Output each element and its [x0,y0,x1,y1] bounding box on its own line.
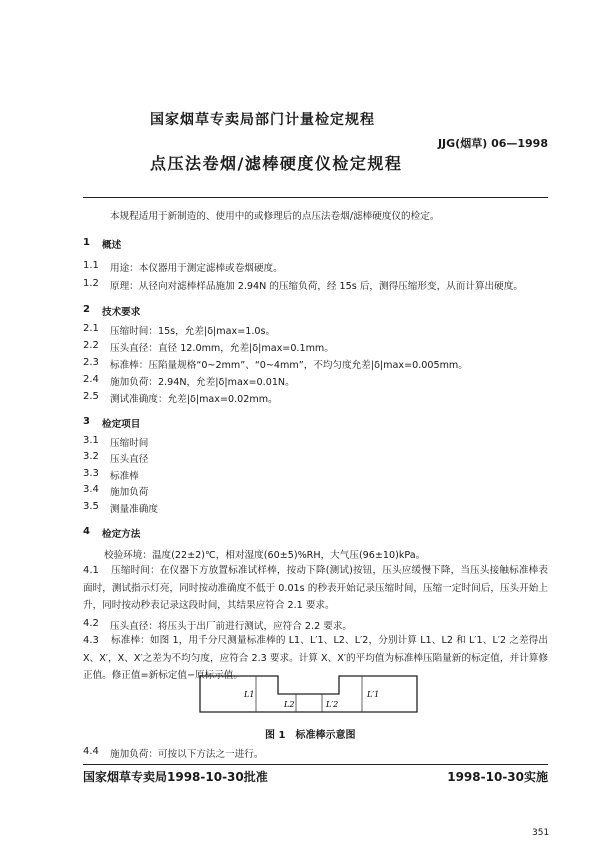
item-text: 压头直径：直径 12.0mm，允差|δ|max=0.1mm。 [110,343,334,354]
item-text: 标准棒：如图 1，用千分尺测量标准棒的 L1、L′1、L2、L′2，分别计算 L1、L2 和 L′1、L′2 之差得出 X、X′，X、X′之差为不均匀度，应符合 2.3 要求。计算 X、X′的平均值为标准棒压陷量新的标定值，并计算修正值。修正值=新标定值−原标示值。 [83,635,548,681]
item-number: 4.1 [83,565,99,576]
item-number: 2.2 [83,340,99,351]
section-heading: 概述 [102,240,122,251]
header-rule [83,197,548,198]
item-number: 1.2 [83,278,99,289]
document-title: 点压法卷烟/滤棒硬度仪检定规程 [150,154,403,173]
item-number: 3.2 [83,451,99,462]
section-heading: 检定方法 [102,529,141,540]
effective-date: 1998-10-30实施 [447,770,548,784]
rod-outline [200,676,417,712]
standard-rod-diagram [195,672,425,717]
item-text: 施加负荷：可按以下方法之一进行。 [110,749,264,760]
item-text: 测量准确度 [110,504,158,515]
item-number: 4.3 [83,635,99,646]
label-l2-prime: L′2 [326,700,339,709]
section-number: 3 [83,416,90,427]
item-text: 压头直径：将压头于出厂前进行测试，应符合 2.2 要求。 [110,621,353,632]
item-number: 3.4 [83,484,99,495]
item-number: 4.2 [83,618,99,629]
item-text: 压头直径 [110,454,149,465]
calibration-environment: 校验环境：温度(22±2)℃，相对湿度(60±5)%RH，大气压(96±10)kPa。 [104,550,426,561]
item-text: 压缩时间：在仪器下方放置标准试样棒，按动下降(测试)按钮，压头应缓慢下降，当压头接触标准棒表面时，测试指示灯亮，同时按动准确度不低于 0.01s 的秒表开始记录压缩时间，压缩一定时间后，压头开始上升，同时按动秒表记录这段时间，其结果应符合 2.1 要求。 [83,565,548,611]
item-text: 标准棒 [110,471,139,482]
label-l1: L1 [244,690,255,699]
section-number: 4 [83,526,90,537]
item-number: 2.3 [83,357,99,368]
item-number: 2.5 [83,391,99,402]
item-number: 3.1 [83,435,99,446]
label-l2: L2 [284,700,295,709]
item-number: 1.1 [83,260,99,271]
item-text: 测试准确度：允差|δ|max=0.02mm。 [110,394,278,405]
item-number: 3.3 [83,468,99,479]
section-heading: 检定项目 [102,419,141,430]
org-title: 国家烟草专卖局部门计量检定规程 [150,112,375,128]
item-number: 2.1 [83,323,99,334]
item-text: 压缩时间：15s，允差|δ|max=1.0s。 [110,326,276,337]
item-4-1 [83,562,548,615]
label-l1-prime: L′1 [367,690,380,699]
footer-rule [83,764,548,765]
section-heading: 技术要求 [102,307,141,318]
section-number: 2 [83,304,90,315]
item-text: 压缩时间 [110,438,149,449]
item-text: 原理：从径向对滤棒样品施加 2.94N 的压缩负荷，经 15s 后，测得压缩形变，从而计算出硬度。 [110,281,523,292]
item-text: 施加负荷 [110,487,149,498]
item-text: 施加负荷：2.94N，允差|δ|max=0.01N。 [110,377,295,388]
item-text: 用途：本仪器用于测定滤棒或卷烟硬度。 [110,263,283,274]
section-number: 1 [83,237,90,248]
item-text: 标准棒：压陷量规格“0~2mm”、“0~4mm”，不均匀度允差|δ|max=0.005mm。 [110,360,468,371]
approval-note: 国家烟草专卖局1998-10-30批准 [83,770,268,784]
item-number: 4.4 [83,746,99,757]
intro-text: 本规程适用于新制造的、使用中的或修理后的点压法卷烟/滤棒硬度仪的检定。 [110,211,440,222]
item-number: 2.4 [83,374,99,385]
standard-code: JJG(烟草) 06—1998 [437,137,548,150]
item-number: 3.5 [83,501,99,512]
page-number: 351 [532,828,550,838]
figure-caption: 图 1 标准棒示意图 [265,730,356,741]
